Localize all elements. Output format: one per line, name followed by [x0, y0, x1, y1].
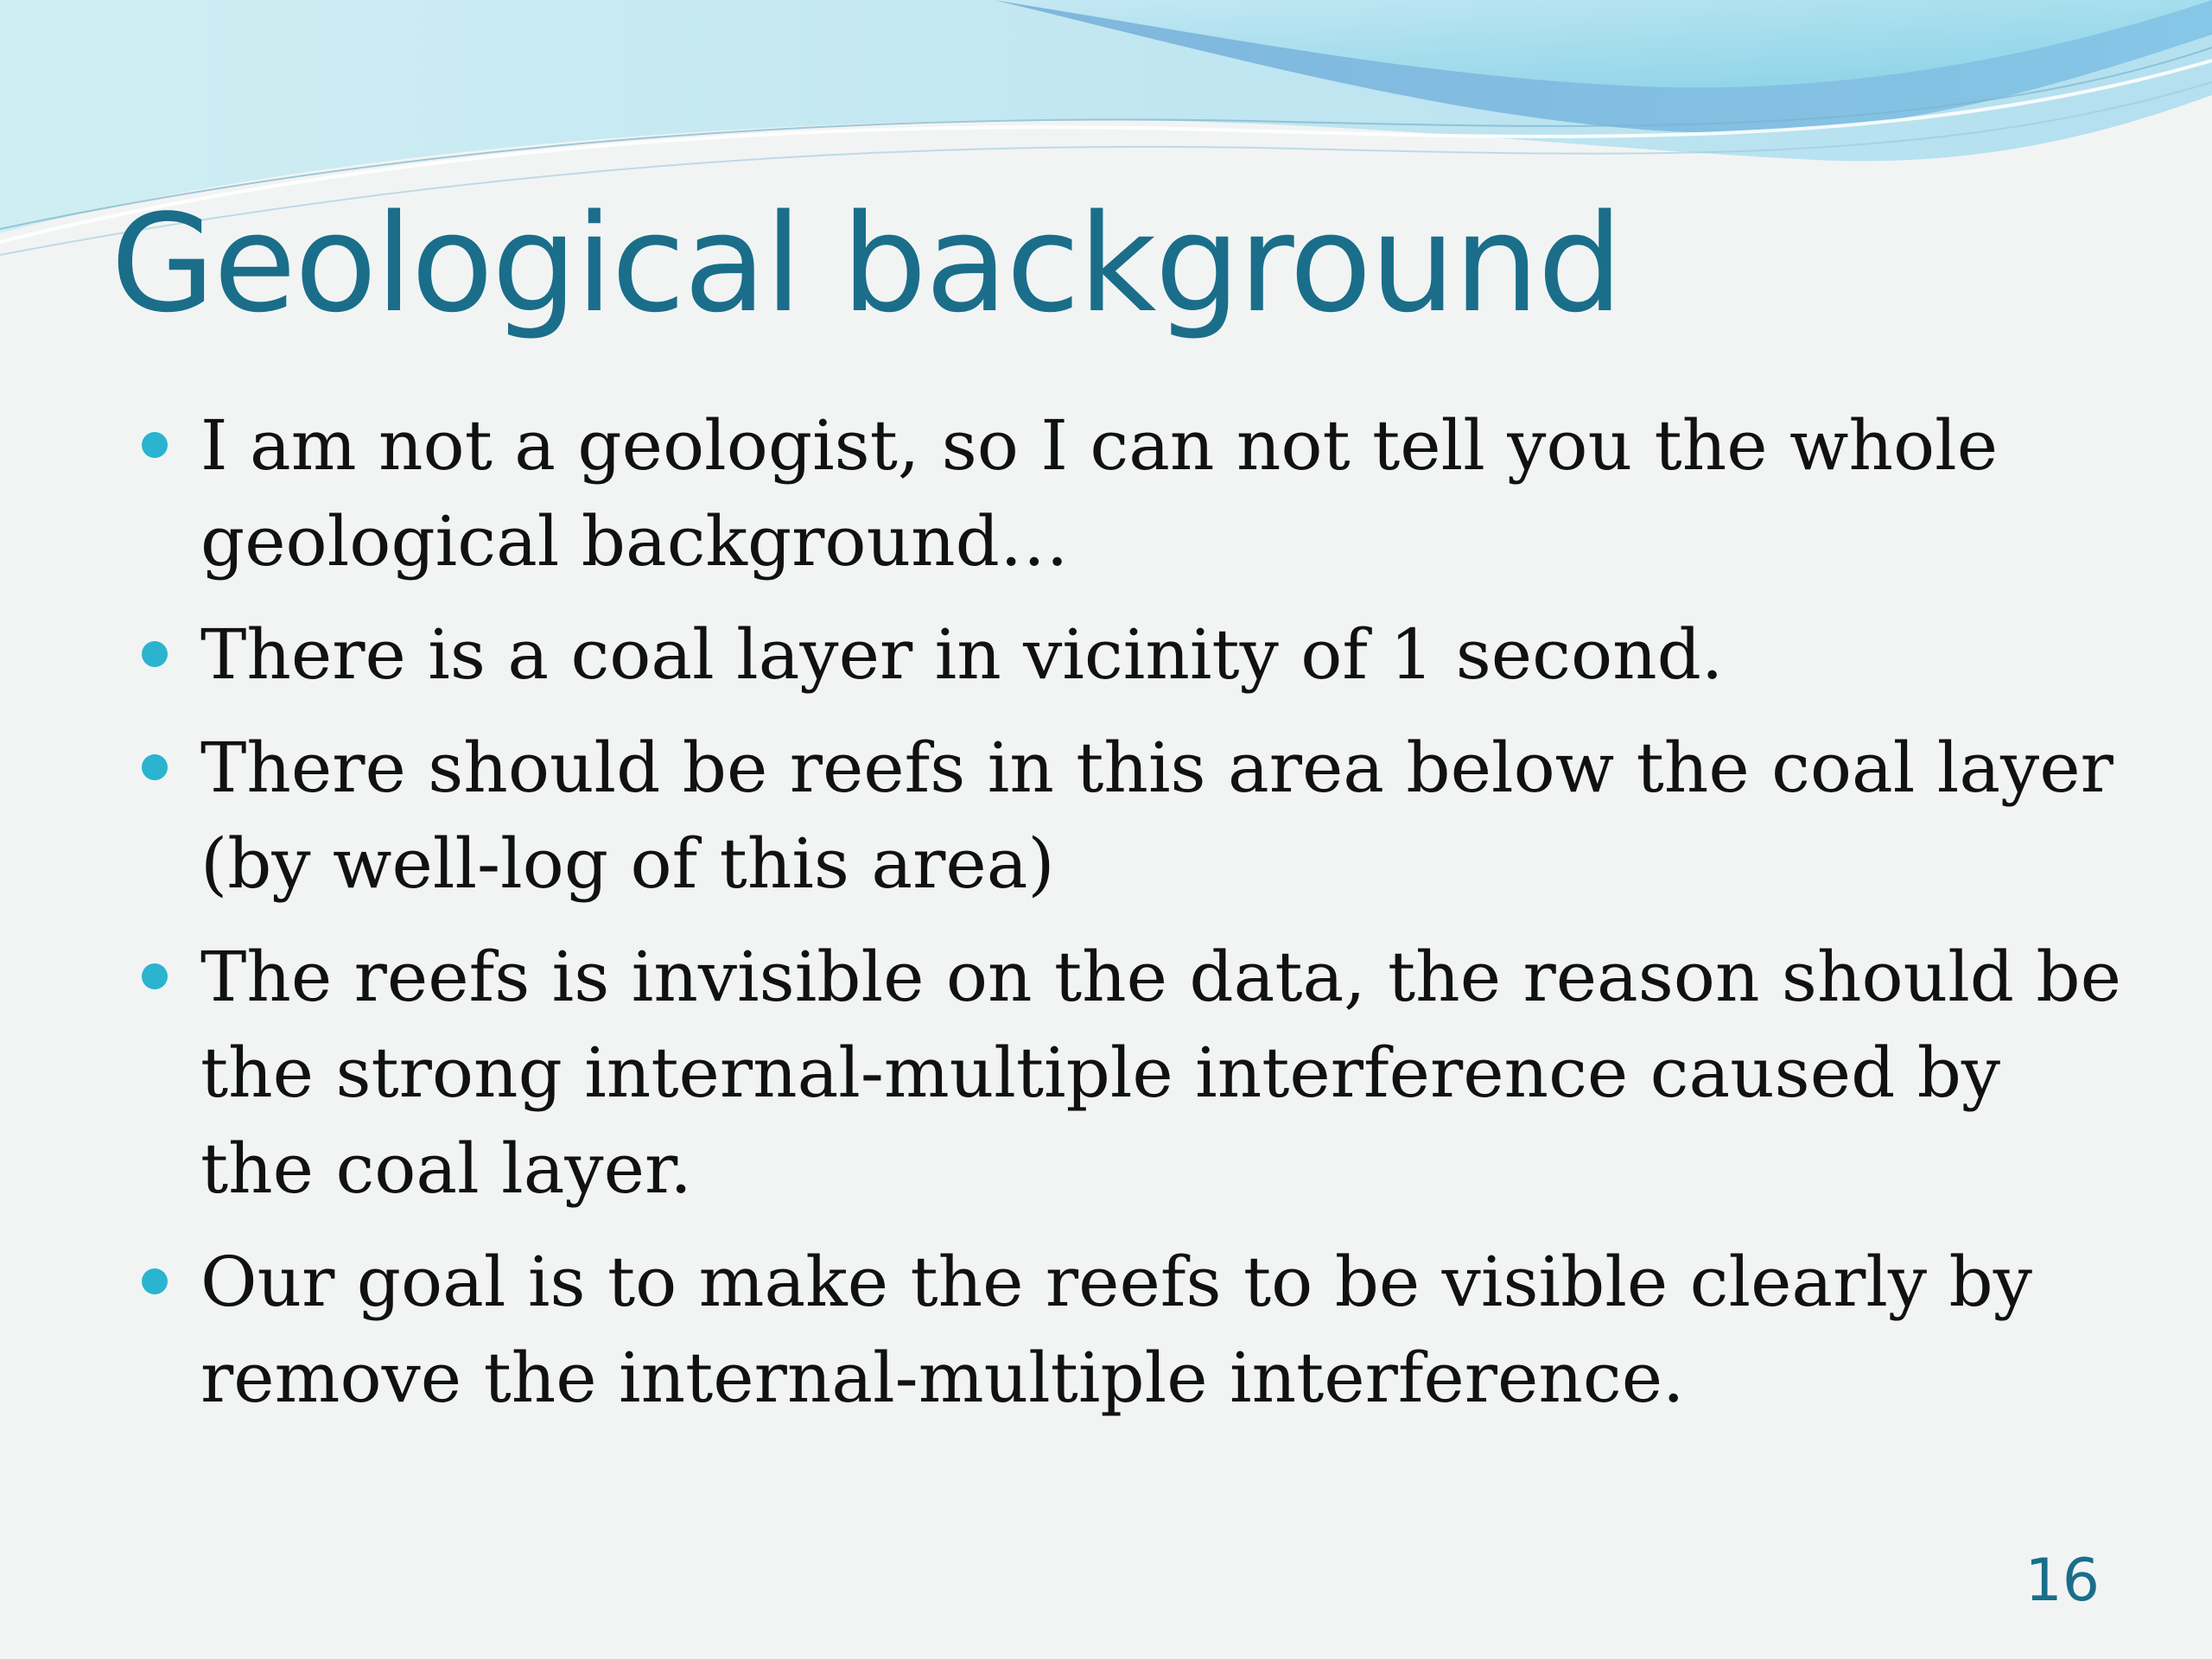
bullet-dot-icon — [142, 963, 168, 989]
bullet-text: There is a coal layer in vicinity of 1 second. — [200, 614, 1724, 695]
bullet-item — [138, 397, 2126, 589]
bullet-dot-icon — [142, 1268, 168, 1294]
bullet-dot-icon — [142, 432, 168, 458]
bullet-text: Our goal is to make the reefs to be visible clearly by remove the internal-multiple interference. — [200, 1242, 2032, 1418]
bullet-item — [138, 1234, 2126, 1426]
bullet-text: The reefs is invisible on the data, the reason should be the strong internal-multiple interference caused by the coal layer. — [200, 937, 2121, 1209]
slide-title: Geological background — [111, 185, 1622, 342]
bullet-item — [138, 929, 2126, 1217]
bullet-list — [138, 397, 2126, 1443]
bullet-text: There should be reefs in this area below the coal layer (by well-log of this area) — [200, 728, 2113, 904]
bullet-item — [138, 720, 2126, 912]
bullet-text: I am not a geologist, so I can not tell you the whole geological background… — [200, 405, 1999, 582]
bullet-dot-icon — [142, 754, 168, 780]
bullet-dot-icon — [142, 641, 168, 667]
page-number: 16 — [2024, 1547, 2100, 1615]
bullet-item — [138, 607, 2126, 702]
